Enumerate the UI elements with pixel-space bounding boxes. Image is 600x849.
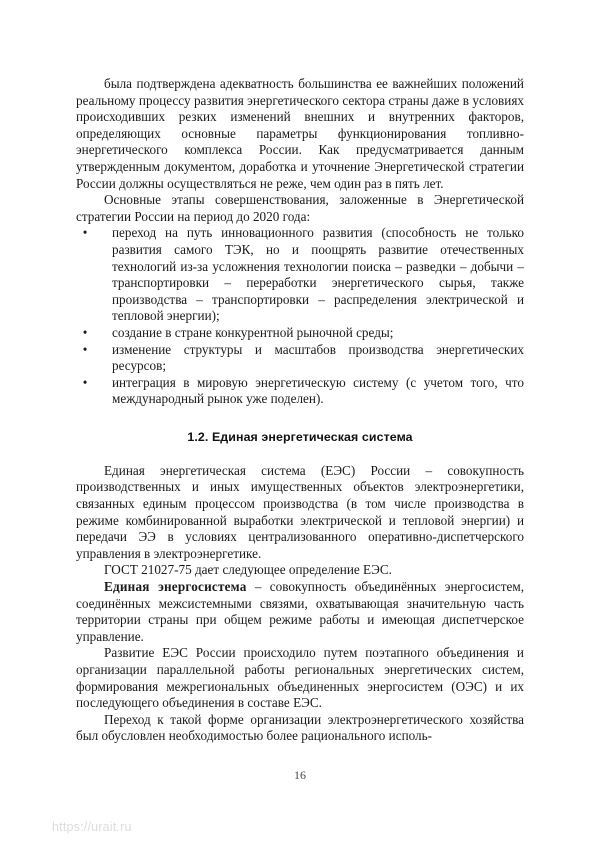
page-content xyxy=(76,76,524,745)
bullet-marker-icon: • xyxy=(82,341,88,357)
paragraph-gost-lead: ГОСТ 21027-75 дает следующее определение ЕЭС. xyxy=(104,562,392,578)
list-item xyxy=(76,375,524,408)
list-item-text: изменение структуры и масштабов производства энергетических ресурсов; xyxy=(112,341,524,374)
gost-term-bold: Единая энергосистема xyxy=(104,579,247,595)
watermark-url: https://urait.ru xyxy=(52,820,132,834)
list-item-text: создание в стране конкурентной рыночной среды; xyxy=(112,324,394,340)
paragraph-transition: Переход к такой форме организации электроэнергетического хозяйства был обусловлен необходимостью более рационального исполь- xyxy=(76,711,524,744)
page-number: 16 xyxy=(294,768,306,782)
paragraph-stages-lead: Основные этапы совершенствования, заложенные в Энергетической стратегии России на период до 2020 года: xyxy=(76,192,524,224)
paragraph-development: Развитие ЕЭС России происходило путем поэтапного объединения и организации параллельной работы региональных энергетических систем, формирования межрегиональных объединенных энергосистем (ОЭС) и их последующего объединения в составе ЕЭС. xyxy=(76,645,524,711)
paragraph-intro: была подтверждена адекватность большинства ее важнейших положений реальному процессу развития энергетического сектора страны даже в условиях происходивших резких изменений внешних и внутренних факторов, определяющих основные параметры функционирования топливно-энергетического комплекса России. Как предусматривается данным утвержденным документом, доработка и уточнение Энергетической стратегии России должны осуществляться не реже, чем один раз в пять лет. xyxy=(76,76,524,191)
list-item xyxy=(76,225,524,325)
list-item-text: переход на путь инновационного развития (способность не только развития самого ТЭК, но и поощрять развитие отечественных технологий из-за усложнения технологии поиска – разведки – добычи – транспортировки – переработки энергетического сырья, также производства – транспортировки – распределения электрической и тепловой энергии); xyxy=(112,225,524,324)
paragraph-gost-definition xyxy=(76,579,524,645)
list-item xyxy=(76,342,524,375)
list-item xyxy=(76,325,524,342)
gost-definition-text: – совокупность объединённых энергосистем, соединённых межсистемными связями, охватывающая значительную часть территории страны при общем режиме работы и имеющая диспетчерское управление. xyxy=(76,579,524,644)
spacer-after-heading xyxy=(76,445,524,463)
spacer-before-heading xyxy=(76,408,524,429)
bullet-marker-icon: • xyxy=(82,324,88,340)
section-heading: 1.2. Единая энергетическая система xyxy=(187,429,413,444)
bullet-marker-icon: • xyxy=(82,225,88,241)
stages-bullet-list xyxy=(76,225,524,408)
list-item-text: интеграция в мировую энергетическую систему (с учетом того, что международный рынок уже поделен). xyxy=(112,374,524,407)
bullet-marker-icon: • xyxy=(82,374,88,390)
paragraph-ees-definition: Единая энергетическая система (ЕЭС) России – совокупность производственных и иных имущественных объектов электроэнергетики, связанных единым процессом производства (в том числе производства в режиме комбинированной выработки электрической и тепловой энергии) и передачи ЭЭ в условиях централизованного оперативно-диспетчерского управления в электроэнергетике. xyxy=(76,462,524,561)
